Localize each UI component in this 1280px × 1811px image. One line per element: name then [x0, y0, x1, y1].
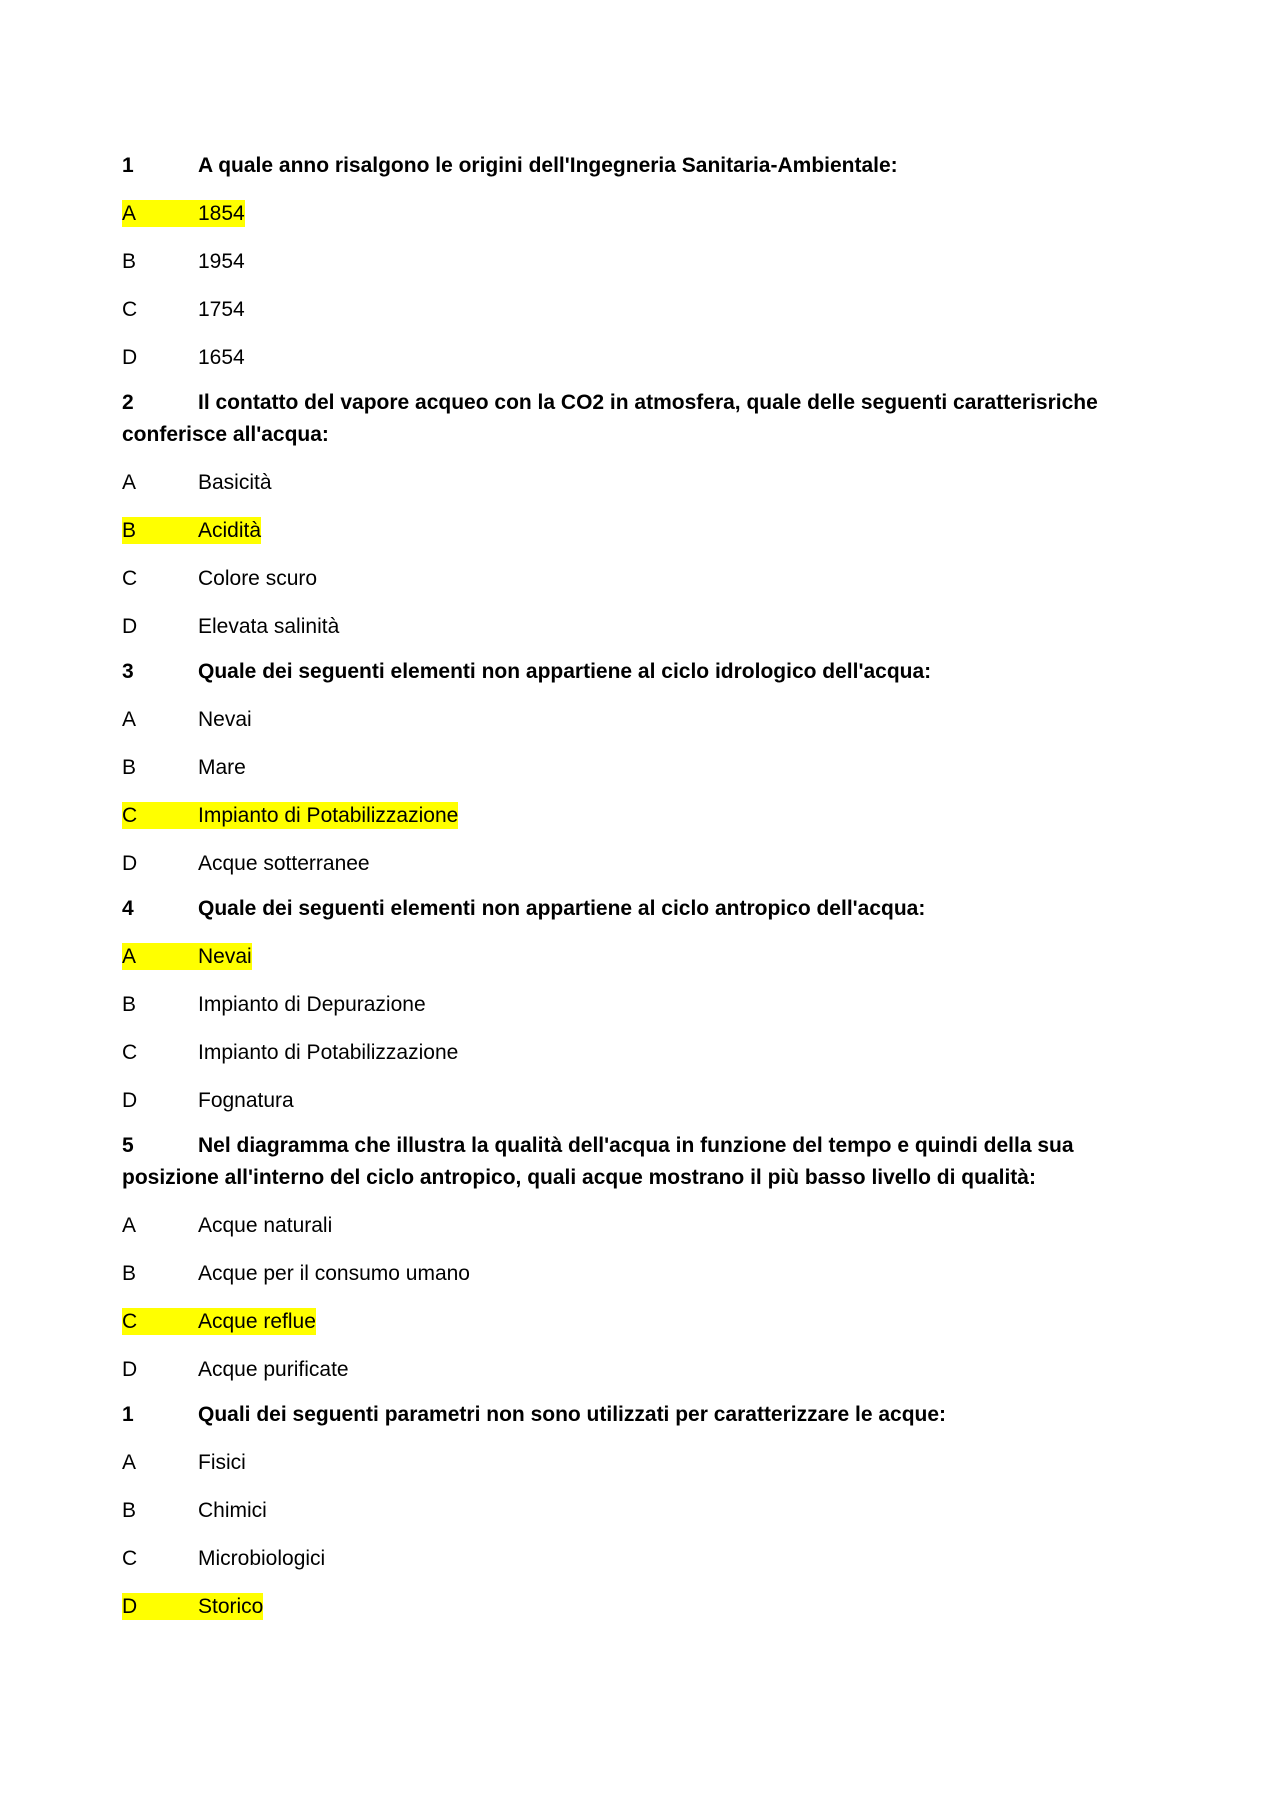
option-text: Acque per il consumo umano [198, 1262, 470, 1285]
answer-row [122, 1497, 267, 1524]
answer-option-c [122, 1039, 1102, 1066]
question-2 [122, 387, 1102, 451]
answer-row [122, 1260, 470, 1287]
option-text: Fisici [198, 1451, 246, 1474]
correct-answer-highlight [122, 517, 261, 544]
answer-row [122, 296, 245, 323]
answer-row [122, 1545, 325, 1572]
option-text: Basicità [198, 471, 272, 494]
answer-row [122, 706, 252, 733]
answer-option-b [122, 1260, 1102, 1287]
answer-option-d [122, 344, 1102, 371]
option-text: 1654 [198, 346, 245, 369]
question-3 [122, 656, 1102, 688]
answer-option-a [122, 469, 1102, 496]
option-letter: B [122, 756, 137, 779]
option-text: 1854 [198, 202, 245, 225]
answer-row [122, 1039, 458, 1066]
option-text: 1954 [198, 250, 245, 273]
answer-option-a [122, 200, 1102, 227]
question-number: 1 [122, 1403, 134, 1426]
option-text: Mare [198, 756, 246, 779]
answer-option-a [122, 1449, 1102, 1476]
option-text: Acque sotterranee [198, 852, 370, 875]
answer-option-b [122, 248, 1102, 275]
answer-row [122, 1087, 294, 1114]
question-6 [122, 1399, 1102, 1431]
question-text: Nel diagramma che illustra la qualità dell'acqua in funzione del tempo e quindi della sua posizione all'interno del ciclo antropico, quali acque mostrano il più basso livello di qualità: [122, 1134, 1074, 1189]
option-letter: C [122, 298, 138, 321]
correct-answer-highlight [122, 1593, 263, 1620]
option-letter: B [122, 1262, 137, 1285]
question-number: 3 [122, 660, 134, 683]
option-letter: B [122, 993, 137, 1016]
option-text: Nevai [198, 708, 252, 731]
option-letter: A [122, 471, 137, 494]
option-text: 1754 [198, 298, 245, 321]
option-letter: D [122, 1089, 138, 1112]
answer-row [122, 613, 339, 640]
option-letter: D [122, 1358, 138, 1381]
answer-option-b [122, 991, 1102, 1018]
option-text: Microbiologici [198, 1547, 326, 1570]
answer-option-c [122, 296, 1102, 323]
option-letter: C [122, 804, 138, 827]
answer-option-d [122, 613, 1102, 640]
document-page [122, 150, 1102, 1620]
answer-option-a [122, 943, 1102, 970]
answer-row [122, 850, 370, 877]
answer-option-c [122, 565, 1102, 592]
question-number: 5 [122, 1134, 134, 1157]
option-text: Elevata salinità [198, 615, 340, 638]
option-text: Nevai [198, 945, 252, 968]
question-text: Quali dei seguenti parametri non sono utilizzati per caratterizzare le acque: [198, 1403, 947, 1426]
answer-row [122, 469, 272, 496]
question-4 [122, 893, 1102, 925]
option-text: Impianto di Depurazione [198, 993, 426, 1016]
answer-option-b [122, 517, 1102, 544]
option-letter: C [122, 567, 138, 590]
answer-option-c [122, 1308, 1102, 1335]
option-letter: A [122, 1214, 137, 1237]
option-letter: D [122, 615, 138, 638]
option-text: Acque naturali [198, 1214, 333, 1237]
answer-row [122, 991, 426, 1018]
correct-answer-highlight [122, 802, 458, 829]
option-letter: C [122, 1041, 138, 1064]
question-5 [122, 1130, 1102, 1194]
option-letter: D [122, 852, 138, 875]
question-text: Il contatto del vapore acqueo con la CO2 in atmosfera, quale delle seguenti caratterisriche conferisce all'acqua: [122, 391, 1098, 446]
question-number: 2 [122, 391, 134, 414]
question-number: 1 [122, 154, 134, 177]
option-letter: A [122, 202, 137, 225]
option-text: Colore scuro [198, 567, 318, 590]
answer-row [122, 344, 245, 371]
answer-option-c [122, 1545, 1102, 1572]
option-text: Fognatura [198, 1089, 294, 1112]
question-text: Quale dei seguenti elementi non appartiene al ciclo antropico dell'acqua: [198, 897, 926, 920]
option-text: Acque reflue [198, 1310, 316, 1333]
option-letter: D [122, 346, 138, 369]
answer-row [122, 1212, 332, 1239]
option-letter: D [122, 1595, 138, 1618]
answer-row [122, 1449, 246, 1476]
option-letter: C [122, 1547, 138, 1570]
question-text: Quale dei seguenti elementi non appartiene al ciclo idrologico dell'acqua: [198, 660, 932, 683]
answer-option-c [122, 802, 1102, 829]
correct-answer-highlight [122, 943, 252, 970]
option-letter: C [122, 1310, 138, 1333]
question-1 [122, 150, 1102, 182]
option-text: Impianto di Potabilizzazione [198, 1041, 459, 1064]
correct-answer-highlight [122, 1308, 316, 1335]
answer-option-d [122, 1087, 1102, 1114]
option-letter: A [122, 945, 137, 968]
answer-row [122, 1356, 349, 1383]
option-letter: B [122, 519, 137, 542]
option-text: Acque purificate [198, 1358, 349, 1381]
correct-answer-highlight [122, 200, 245, 227]
answer-row [122, 248, 245, 275]
question-text: A quale anno risalgono le origini dell'Ingegneria Sanitaria-Ambientale: [198, 154, 898, 177]
option-letter: B [122, 250, 137, 273]
answer-option-d [122, 1593, 1102, 1620]
answer-option-d [122, 1356, 1102, 1383]
option-text: Chimici [198, 1499, 267, 1522]
answer-row [122, 565, 317, 592]
answer-option-a [122, 706, 1102, 733]
answer-option-b [122, 754, 1102, 781]
option-text: Acidità [198, 519, 262, 542]
answer-option-a [122, 1212, 1102, 1239]
question-number: 4 [122, 897, 134, 920]
option-letter: A [122, 1451, 137, 1474]
option-text: Storico [198, 1595, 264, 1618]
answer-option-b [122, 1497, 1102, 1524]
option-letter: A [122, 708, 137, 731]
option-text: Impianto di Potabilizzazione [198, 804, 459, 827]
answer-option-d [122, 850, 1102, 877]
answer-row [122, 754, 246, 781]
option-letter: B [122, 1499, 137, 1522]
